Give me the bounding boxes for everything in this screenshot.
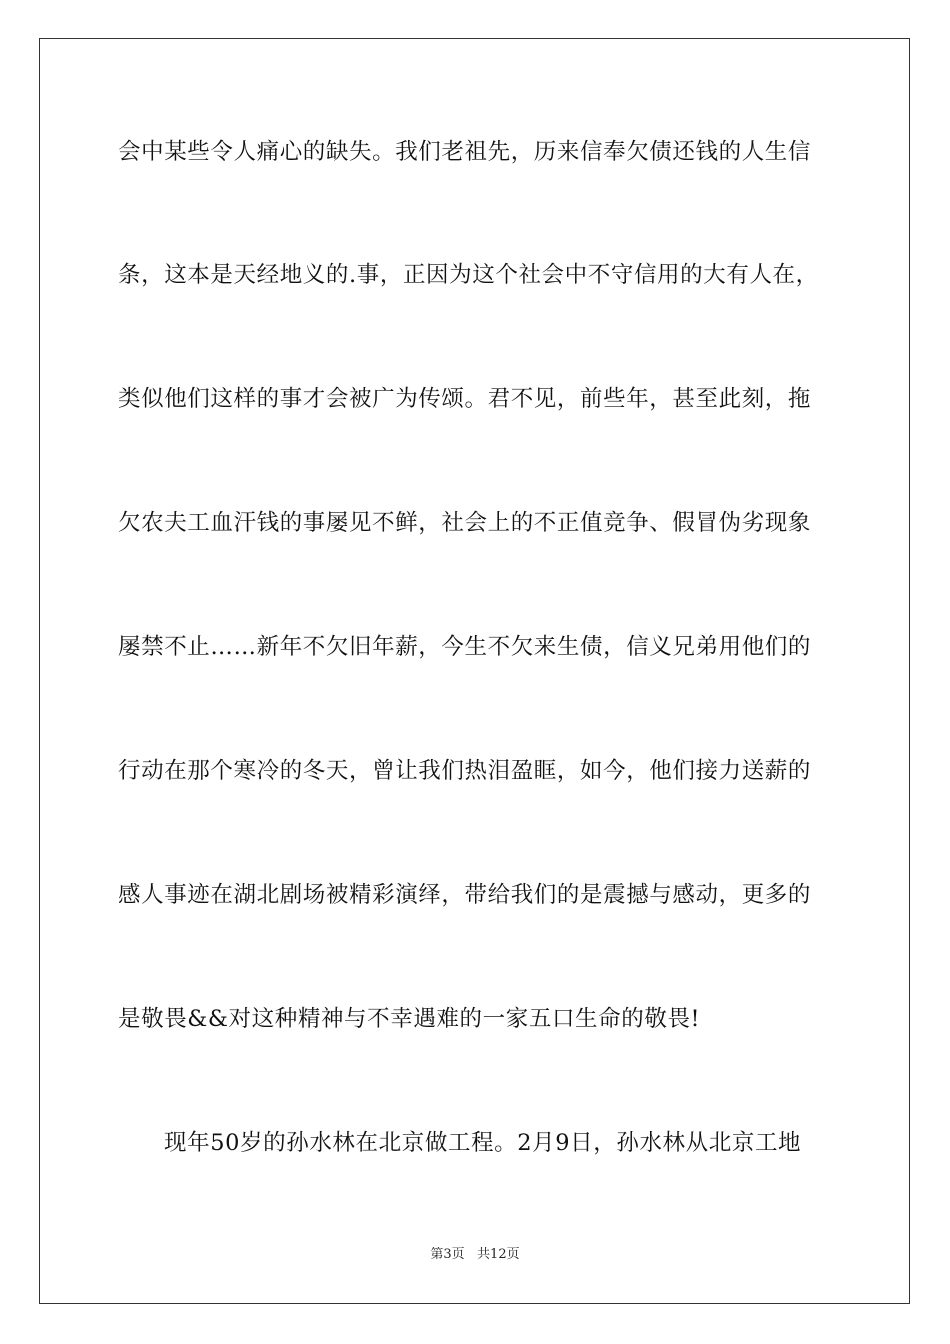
- text-line-4: 欠农夫工血汗钱的事屡见不鲜，社会上的不正值竞争、假冒伪劣现象: [118, 510, 812, 536]
- page-number-footer: 第3页 共12页: [430, 1247, 520, 1262]
- text-line-7: 感人事迹在湖北剧场被精彩演绎，带给我们的是震撼与感动，更多的: [118, 882, 812, 908]
- text-line-5: 屡禁不止……新年不欠旧年薪，今生不欠来生债，信义兄弟用他们的: [118, 634, 812, 660]
- page-border: [39, 38, 910, 1304]
- text-line-3: 类似他们这样的事才会被广为传颂。君不见，前些年，甚至此刻，拖: [118, 386, 812, 412]
- text-line-6: 行动在那个寒冷的冬天，曾让我们热泪盈眶，如今，他们接力送薪的: [118, 758, 812, 784]
- text-line-2: 条，这本是天经地义的.事，正因为这个社会中不守信用的大有人在，: [118, 262, 819, 288]
- text-line-1: 会中某些令人痛心的缺失。我们老祖先，历来信奉欠债还钱的人生信: [118, 139, 812, 165]
- text-line-9: 现年50岁的孙水林在北京做工程。2月9日，孙水林从北京工地: [164, 1130, 802, 1156]
- text-line-8: 是敬畏&&对这种精神与不幸遇难的一家五口生命的敬畏!: [118, 1006, 701, 1032]
